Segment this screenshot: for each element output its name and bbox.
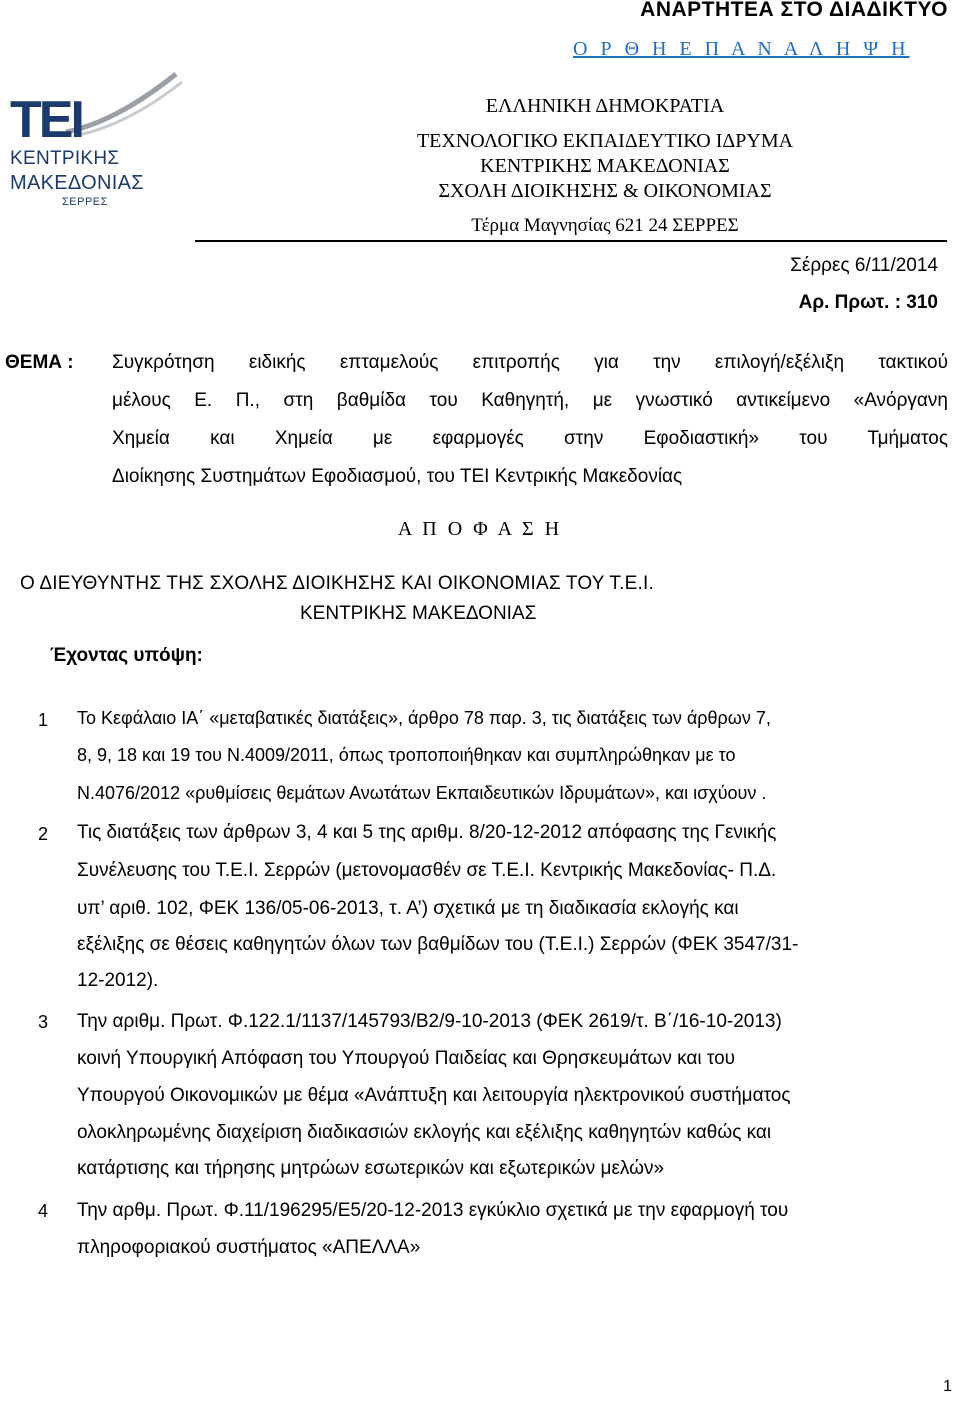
subject-label: ΘΕΜΑ : — [5, 352, 74, 373]
item-line: Υπουργού Οικονομικών με θέμα «Ανάπτυξη και λειτουργία ηλεκτρονικού συστήματος — [77, 1085, 791, 1106]
decision-title: Α Π Ο Φ Α Σ Η — [397, 518, 563, 540]
subject-line-2-text: μέλους Ε. Π., στη βαθμίδα του Καθηγητή, με γνωστικό αντικείμενο «Ανόργανη — [112, 390, 948, 411]
item-line: υπ’ αριθ. 102, ΦΕΚ 136/05-06-2013, τ. Α’) σχετικά με τη διαδικασία εκλογής και — [77, 898, 739, 919]
item-number: 1 — [38, 710, 49, 730]
logo-line-3: ΣΕΡΡΕΣ — [62, 196, 108, 208]
item-line: πληροφοριακού συστήματος «ΑΠΕΛΛΑ» — [77, 1237, 421, 1258]
header-line-4: ΣΧΟΛΗ ΔΙΟΙΚΗΣΗΣ & ΟΙΚΟΝΟΜΙΑΣ — [438, 180, 772, 202]
item-line: κοινή Υπουργική Απόφαση του Υπουργού Παιδείας και Θρησκευμάτων και του — [77, 1048, 736, 1069]
header-line-3: ΚΕΝΤΡΙΚΗΣ ΜΑΚΕΔΟΝΙΑΣ — [480, 155, 730, 177]
item-line: Το Κεφάλαιο ΙΑ΄ «μεταβατικές διατάξεις», άρθρο 78 παρ. 3, τις διατάξεις των άρθρων 7, — [77, 708, 771, 728]
item-line: Ν.4076/2012 «ρυθμίσεις θεμάτων Ανωτάτων Εκπαιδευτικών Ιδρυμάτων», και ισχύουν . — [77, 783, 767, 803]
header-line-1: ΕΛΛΗΝΙΚΗ ΔΗΜΟΚΡΑΤΙΑ — [485, 95, 725, 117]
item-number: 4 — [38, 1201, 49, 1221]
logo-line-2: ΜΑΚΕΔΟΝΙΑΣ — [10, 172, 144, 194]
header-rule — [195, 240, 947, 242]
item-number: 3 — [38, 1012, 49, 1032]
header-address: Τέρμα Μαγνησίας 621 24 ΣΕΡΡΕΣ — [471, 215, 739, 236]
institution-logo — [6, 72, 182, 212]
subject-line-1-text: Συγκρότηση ειδικής επταμελούς επιτροπής για την επιλογή/εξέλιξη τακτικού — [112, 352, 948, 373]
document-date: Σέρρες 6/11/2014 — [790, 255, 938, 276]
post-online-label: ΑΝΑΡΤΗΤΕΑ ΣΤΟ ΔΙΑΔΙΚΤΥΟ — [640, 0, 948, 21]
protocol-number: Αρ. Πρωτ. : 310 — [798, 292, 938, 313]
item-line: ολοκληρωμένης διαχείριση διαδικασιών εκλογής και εξέλιξης καθηγητών καθώς και — [77, 1122, 772, 1143]
subject-line-3 — [112, 428, 948, 450]
director-line-2: ΚΕΝΤΡΙΚΗΣ ΜΑΚΕΔΟΝΙΑΣ — [300, 603, 537, 624]
item-number: 2 — [38, 824, 49, 844]
logo-abbr: ΤΕΙ — [10, 91, 82, 149]
subject-line-1 — [112, 352, 948, 374]
item-line: Την αρθμ. Πρωτ. Φ.11/196295/Ε5/20-12-2013 εγκύκλιο σχετικά με την εφαρμογή του — [77, 1200, 789, 1221]
having-in-view-heading: Έχοντας υπόψη: — [50, 645, 203, 666]
item-line: Τις διατάξεις των άρθρων 3, 4 και 5 της αριθμ. 8/20-12-2012 απόφασης της Γενικής — [77, 822, 777, 843]
item-line: εξέλιξης σε θέσεις καθηγητών όλων των βαθμίδων του (Τ.Ε.Ι.) Σερρών (ΦΕΚ 3547/31- — [77, 934, 799, 955]
logo-line-1: ΚΕΝΤΡΙΚΗΣ — [10, 148, 120, 169]
item-line: 8, 9, 18 και 19 του Ν.4009/2011, όπως τροποποιήθηκαν και συμπληρώθηκαν με το — [77, 745, 736, 765]
correction-link[interactable]: Ο Ρ Θ Η Ε Π Α Ν Α Λ Η Ψ Η — [573, 38, 910, 60]
header-line-2: ΤΕΧΝΟΛΟΓΙΚΟ ΕΚΠΑΙΔΕΥΤΙΚΟ ΙΔΡΥΜΑ — [416, 130, 794, 152]
item-line: Την αριθμ. Πρωτ. Φ.122.1/1137/145793/Β2/9-10-2013 (ΦΕΚ 2619/τ. Β΄/16-10-2013) — [77, 1011, 782, 1032]
item-line: 12-2012). — [77, 970, 159, 991]
item-line: Συνέλευσης του Τ.Ε.Ι. Σερρών (μετονομασθέν σε Τ.Ε.Ι. Κεντρικής Μακεδονίας- Π.Δ. — [77, 860, 777, 881]
subject-line-2 — [112, 390, 948, 412]
director-line-1: Ο ΔΙΕΥΘΥΝΤΗΣ ΤΗΣ ΣΧΟΛΗΣ ΔΙΟΙΚΗΣΗΣ ΚΑΙ ΟΙΚΟΝΟΜΙΑΣ ΤΟΥ Τ.Ε.Ι. — [20, 573, 654, 594]
subject-line-3-text: Χημεία και Χημεία με εφαρμογές στην Εφοδιαστική» του Τμήματος — [112, 428, 948, 449]
item-line: κατάρτισης και τήρησης μητρώων εσωτερικών και εξωτερικών μελών» — [77, 1158, 665, 1179]
subject-line-4: Διοίκησης Συστημάτων Εφοδιασμού, του ΤΕΙ Κεντρικής Μακεδονίας — [112, 466, 683, 487]
page-number: 1 — [943, 1378, 952, 1395]
